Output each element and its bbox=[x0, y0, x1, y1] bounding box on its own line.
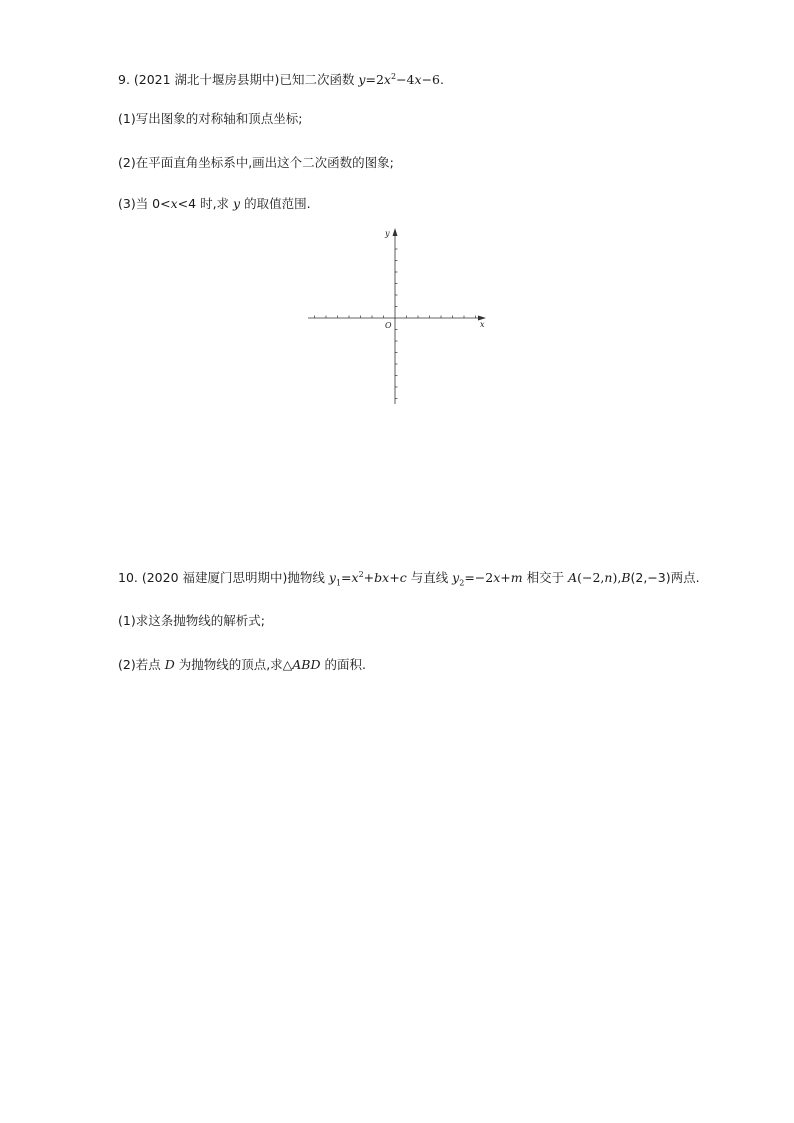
q10-header-text: 10. (2020 福建厦门思明期中)抛物线 bbox=[118, 570, 329, 585]
q10-n: n bbox=[604, 570, 613, 585]
q10-triangle-abd: ABD bbox=[292, 657, 321, 672]
q10-x3: x bbox=[493, 570, 501, 585]
q9-func-x: x bbox=[383, 72, 391, 87]
q10-y2-sub: 2 bbox=[459, 578, 465, 588]
q9-part3-text-c: 的取值范围. bbox=[240, 196, 311, 211]
q10-point-a: A bbox=[568, 570, 578, 585]
origin-label: O bbox=[385, 321, 392, 330]
q9-part1 bbox=[118, 111, 302, 127]
q10-eq1: = bbox=[341, 570, 352, 585]
q9-part3 bbox=[118, 196, 311, 212]
q10-eq2: =−2 bbox=[464, 570, 494, 585]
x-axis-label: x bbox=[480, 320, 485, 329]
q9-func-eq: =2 bbox=[365, 72, 384, 87]
q9-header-text: 9. (2021 湖北十堰房县期中)已知二次函数 bbox=[118, 72, 359, 87]
q10-y1: y bbox=[328, 570, 336, 585]
q10-intersect: 相交于 bbox=[522, 570, 569, 585]
y-axis-label: y bbox=[385, 229, 390, 238]
q10-y2: y bbox=[452, 570, 460, 585]
q9-func-x2: x bbox=[414, 72, 422, 87]
q10-part2-text-b: 为抛物线的顶点,求△ bbox=[174, 657, 293, 672]
q10-plus-m: + bbox=[500, 570, 511, 585]
q10-a-coord-b: ), bbox=[612, 570, 622, 585]
q9-part3-text-a: (3)当 0< bbox=[118, 196, 171, 211]
q10-c: c bbox=[399, 570, 407, 585]
y-axis-arrow bbox=[393, 228, 398, 236]
coordinate-axes-svg bbox=[300, 222, 495, 412]
q10-part1-text: (1)求这条抛物线的解析式; bbox=[118, 613, 265, 628]
q9-part3-y: y bbox=[233, 196, 241, 211]
q10-part1 bbox=[118, 613, 265, 629]
q9-func-y: y bbox=[358, 72, 366, 87]
q9-part2-text: (2)在平面直角坐标系中,画出这个二次函数的图象; bbox=[118, 155, 394, 170]
coordinate-axes-figure bbox=[300, 222, 495, 412]
q10-b-coord: (2,−3)两点. bbox=[630, 570, 700, 585]
q10-y1-sub: 1 bbox=[335, 578, 342, 588]
q9-func-tail: −6. bbox=[421, 72, 444, 87]
q9-part2 bbox=[118, 155, 394, 171]
q10-point-d: D bbox=[164, 657, 175, 672]
q9-part1-text: (1)写出图象的对称轴和顶点坐标; bbox=[118, 111, 303, 126]
q9-part3-text-b: <4 时,求 bbox=[177, 196, 234, 211]
q10-part2 bbox=[118, 657, 366, 673]
q10-x-sq: x bbox=[351, 570, 359, 585]
q9-header bbox=[118, 72, 444, 88]
q10-plus-c: + bbox=[389, 570, 400, 585]
q10-bx: bx bbox=[374, 570, 390, 585]
q10-plus-b: + bbox=[363, 570, 375, 585]
q10-sq: 2 bbox=[358, 569, 364, 579]
q10-point-b: B bbox=[621, 570, 631, 585]
q10-mid: 与直线 bbox=[406, 570, 453, 585]
q10-part2-text-c: 的面积. bbox=[320, 657, 366, 672]
q9-func-pow: 2 bbox=[390, 71, 397, 81]
q9-part3-x: x bbox=[170, 196, 178, 211]
q10-a-coord-a: (−2, bbox=[577, 570, 605, 585]
q10-header bbox=[118, 570, 700, 586]
q10-part2-text-a: (2)若点 bbox=[118, 657, 165, 672]
q9-func-mid: −4 bbox=[396, 72, 415, 87]
q10-m: m bbox=[510, 570, 523, 585]
